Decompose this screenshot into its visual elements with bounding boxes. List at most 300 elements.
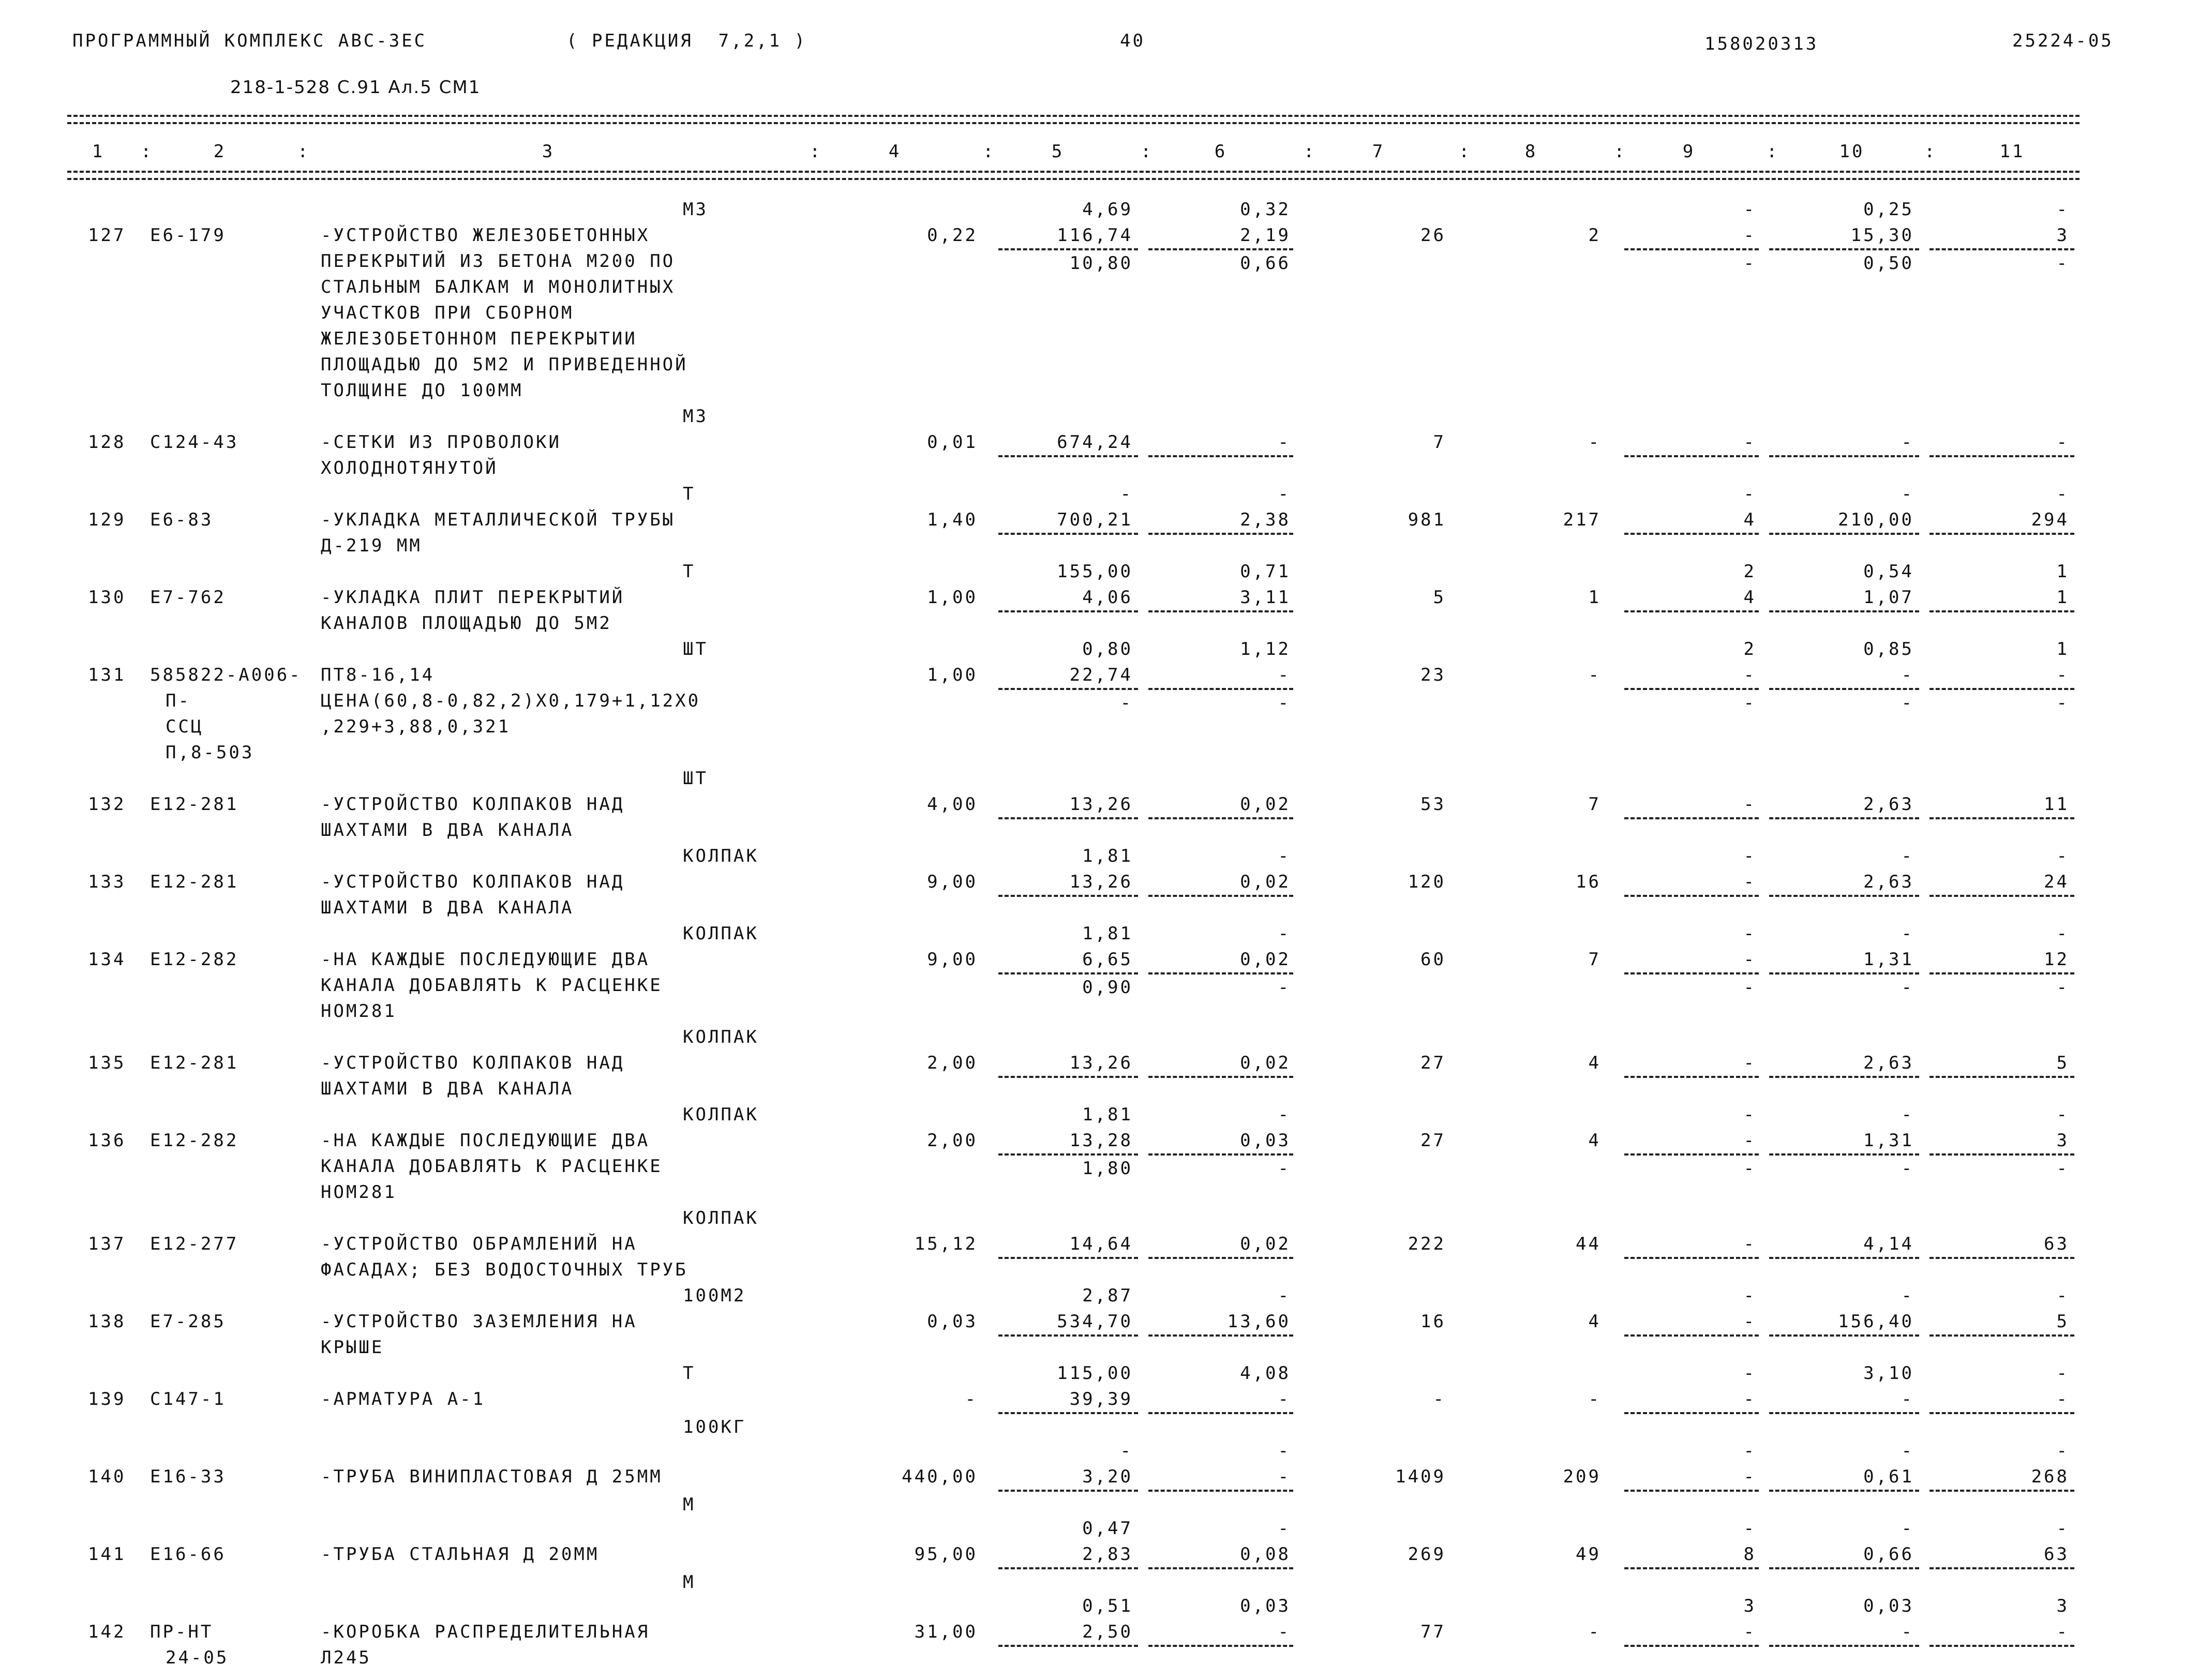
sub-value-c5: 1,80: [1082, 1158, 1133, 1179]
pre-value-c9: -: [1743, 1104, 1756, 1125]
row-number: 135: [88, 1053, 126, 1073]
dashed-separator-c9: [1624, 688, 1759, 690]
dashed-separator-c6: [1148, 1412, 1293, 1414]
value-c7: 77: [1420, 1622, 1446, 1642]
value-c10: 0,61: [1863, 1466, 1914, 1487]
dashed-separator-c10: [1769, 533, 1919, 535]
row-description-line: ПЕРЕКРЫТИЙ ИЗ БЕТОНА М200 ПО: [321, 251, 676, 272]
pre-value-c10: -: [1901, 1518, 1914, 1539]
row-description-line: -УСТРОЙСТВО ОБРАМЛЕНИЙ НА: [321, 1234, 637, 1254]
value-c11: 12: [2044, 949, 2069, 970]
sub-value-c9: -: [1743, 1158, 1756, 1179]
dashed-separator-c11: [1929, 1257, 2074, 1259]
dashed-separator-c11: [1929, 533, 2074, 535]
value-c10: -: [1901, 432, 1914, 453]
value-c10: -: [1901, 665, 1914, 685]
value-c8: 4: [1588, 1053, 1601, 1073]
value-c11: -: [2056, 665, 2069, 685]
row-description-line: ПЛОЩАДЬЮ ДО 5М2 И ПРИВЕДЕННОЙ: [321, 354, 688, 375]
unit-label: 100М2: [683, 1285, 746, 1306]
unit-label: КОЛПАК: [683, 1208, 759, 1228]
pre-value-c6: -: [1278, 1285, 1291, 1306]
row-description-line: -ТРУБА ВИНИПЛАСТОВАЯ Д 25ММ: [321, 1466, 663, 1487]
dashed-separator-c9: [1624, 1567, 1759, 1569]
value-c10: 210,00: [1838, 509, 1914, 530]
value-c4: 1,00: [927, 587, 978, 608]
unit-label: Т: [683, 484, 696, 504]
value-c7: 23: [1420, 665, 1446, 685]
sub-value-c10: 0,50: [1863, 253, 1914, 274]
row-description-line: НОМ281: [321, 1182, 397, 1203]
value-c5: 14,64: [1069, 1234, 1133, 1254]
row-number: 129: [88, 509, 126, 530]
pre-value-c10: -: [1901, 1441, 1914, 1461]
value-c6: 0,02: [1240, 1234, 1291, 1254]
unit-label: КОЛПАК: [683, 923, 759, 944]
dashed-separator-c5: [998, 817, 1138, 819]
pre-value-c9: 2: [1743, 639, 1756, 659]
dashed-separator-c10: [1769, 1567, 1919, 1569]
dashed-separator-c6: [1148, 455, 1293, 457]
row-description-line: -УСТРОЙСТВО КОЛПАКОВ НАД: [321, 872, 625, 892]
value-c7: 7: [1433, 432, 1446, 453]
column-header-9: 9: [1682, 141, 1696, 162]
value-c11: 5: [2056, 1311, 2069, 1332]
dashed-separator-c11: [1929, 1334, 2074, 1337]
header-rule-top-2: [67, 122, 2080, 124]
row-description-line: ПТ8-16,14: [321, 665, 435, 685]
dashed-separator-c11: [1929, 895, 2074, 897]
value-c6: -: [1278, 432, 1291, 453]
pre-value-c11: -: [2056, 1285, 2069, 1306]
row-number: 136: [88, 1130, 126, 1151]
dashed-separator-c10: [1769, 895, 1919, 897]
dashed-separator-c6: [1148, 248, 1293, 250]
row-description-line: ,229+3,88,0,321: [321, 716, 511, 737]
row-number: 138: [88, 1311, 126, 1332]
sub-value-c6: -: [1278, 1158, 1291, 1179]
dashed-separator-c5: [998, 1076, 1138, 1078]
row-number: 140: [88, 1466, 126, 1487]
row-description-line: ХОЛОДНОТЯНУТОЙ: [321, 458, 498, 478]
dashed-separator-c11: [1929, 455, 2074, 457]
dashed-separator-c9: [1624, 1645, 1759, 1647]
unit-label: КОЛПАК: [683, 846, 759, 866]
dashed-separator-c10: [1769, 455, 1919, 457]
value-c5: 3,20: [1082, 1466, 1133, 1487]
value-c5: 39,39: [1069, 1389, 1133, 1409]
value-c9: -: [1743, 1622, 1756, 1642]
value-c9: -: [1743, 1389, 1756, 1409]
dashed-separator-c5: [998, 895, 1138, 897]
value-c6: -: [1278, 665, 1291, 685]
value-c5: 674,24: [1057, 432, 1133, 453]
value-c7: -: [1433, 1389, 1446, 1409]
pre-value-c6: 1,12: [1240, 639, 1291, 659]
dashed-separator-c9: [1624, 533, 1759, 535]
dashed-separator-c10: [1769, 1412, 1919, 1414]
pre-value-c5: 4,69: [1082, 199, 1133, 220]
unit-label: ШТ: [683, 768, 708, 789]
dashed-separator-c9: [1624, 1334, 1759, 1337]
row-description-line: -АРМАТУРА А-1: [321, 1389, 486, 1409]
header-rule-bottom-2: [67, 178, 2080, 180]
dashed-separator-c11: [1929, 1645, 2074, 1647]
dashed-separator-c5: [998, 688, 1138, 690]
sub-value-c11: -: [2056, 253, 2069, 274]
row-number: 137: [88, 1234, 126, 1254]
dashed-separator-c11: [1929, 688, 2074, 690]
value-c6: 2,19: [1240, 225, 1291, 246]
column-header-8: 8: [1524, 141, 1538, 162]
value-c11: 268: [2031, 1466, 2069, 1487]
dashed-separator-c5: [998, 248, 1138, 250]
value-c4: 440,00: [902, 1466, 978, 1487]
dashed-separator-c6: [1148, 1334, 1293, 1337]
dashed-separator-c5: [998, 1567, 1138, 1569]
value-c9: 4: [1743, 509, 1756, 530]
row-description-line: Л245: [321, 1647, 371, 1668]
pre-value-c5: 115,00: [1057, 1363, 1133, 1384]
pre-value-c6: 0,32: [1240, 199, 1291, 220]
pre-value-c9: -: [1743, 1518, 1756, 1539]
header-rule-top: [67, 115, 2080, 117]
pre-value-c6: -: [1278, 1518, 1291, 1539]
pre-value-c11: -: [2056, 1104, 2069, 1125]
pre-value-c11: -: [2056, 484, 2069, 504]
value-c11: 5: [2056, 1053, 2069, 1073]
value-c6: -: [1278, 1466, 1291, 1487]
value-c5: 700,21: [1057, 509, 1133, 530]
dashed-separator-c5: [998, 1153, 1138, 1156]
dashed-separator-c11: [1929, 1153, 2074, 1156]
row-number: 131: [88, 665, 126, 685]
dashed-separator-c11: [1929, 248, 2074, 250]
row-code: Е16-33: [150, 1466, 226, 1487]
dashed-separator-c6: [1148, 1567, 1293, 1569]
row-description-line: КАНАЛА ДОБАВЛЯТЬ К РАСЦЕНКЕ: [321, 1156, 663, 1177]
dashed-separator-c10: [1769, 1645, 1919, 1647]
pre-value-c11: -: [2056, 1363, 2069, 1384]
value-c4: 0,01: [927, 432, 978, 453]
row-description-line: -УКЛАДКА МЕТАЛЛИЧЕСКОЙ ТРУБЫ: [321, 509, 676, 530]
row-description-line: ФАСАДАХ; БЕЗ ВОДОСТОЧНЫХ ТРУБ: [321, 1259, 688, 1280]
pre-value-c11: -: [2056, 1441, 2069, 1461]
value-c11: 24: [2044, 872, 2069, 892]
value-c8: 209: [1563, 1466, 1601, 1487]
document-subtitle: 218-1-528 С.91 Ал.5 СМ1: [230, 77, 481, 98]
row-description-line: КАНАЛОВ ПЛОЩАДЬЮ ДО 5М2: [321, 613, 612, 634]
row-code: Е7-762: [150, 587, 226, 608]
pre-value-c6: -: [1278, 484, 1291, 504]
dashed-separator-c6: [1148, 1153, 1293, 1156]
row-description-line: КРЫШЕ: [321, 1337, 384, 1358]
value-c5: 22,74: [1069, 665, 1133, 685]
value-c8: 16: [1576, 872, 1601, 892]
row-number: 141: [88, 1544, 126, 1565]
value-c6: 0,03: [1240, 1130, 1291, 1151]
row-code: Е7-285: [150, 1311, 226, 1332]
value-c11: 3: [2056, 225, 2069, 246]
row-code: ПР-НТ: [150, 1622, 214, 1642]
value-c11: -: [2056, 432, 2069, 453]
sub-value-c10: -: [1901, 1158, 1914, 1179]
dashed-separator-c11: [1929, 1567, 2074, 1569]
sub-value-c11: -: [2056, 1158, 2069, 1179]
dashed-separator-c11: [1929, 1490, 2074, 1492]
dashed-separator-c11: [1929, 817, 2074, 819]
pre-value-c9: -: [1743, 923, 1756, 944]
row-description-line: Д-219 ММ: [321, 535, 422, 556]
value-c9: -: [1743, 432, 1756, 453]
value-c8: 4: [1588, 1311, 1601, 1332]
sub-value-c11: -: [2056, 693, 2069, 713]
unit-label: КОЛПАК: [683, 1027, 759, 1047]
dashed-separator-c9: [1624, 1153, 1759, 1156]
value-c9: -: [1743, 949, 1756, 970]
value-c5: 2,50: [1082, 1622, 1133, 1642]
column-separator: :: [1614, 141, 1627, 162]
column-header-10: 10: [1839, 141, 1865, 162]
pre-value-c6: -: [1278, 923, 1291, 944]
unit-label: М: [683, 1494, 696, 1515]
dashed-separator-c9: [1624, 610, 1759, 612]
sub-value-c9: -: [1743, 253, 1756, 274]
unit-label: Т: [683, 1363, 696, 1384]
value-c4: 1,00: [927, 665, 978, 685]
value-c7: 26: [1420, 225, 1446, 246]
value-c6: 13,60: [1227, 1311, 1291, 1332]
row-description-line: ТОЛЩИНЕ ДО 100ММ: [321, 380, 523, 401]
sub-value-c6: 0,66: [1240, 253, 1291, 274]
dashed-separator-c5: [998, 610, 1138, 612]
dashed-separator-c9: [1624, 817, 1759, 819]
value-c9: -: [1743, 225, 1756, 246]
pre-value-c6: 0,71: [1240, 561, 1291, 582]
pre-value-c10: 0,85: [1863, 639, 1914, 659]
value-c8: -: [1588, 1389, 1601, 1409]
dashed-separator-c5: [998, 1490, 1138, 1492]
dashed-separator-c9: [1624, 1257, 1759, 1259]
row-number: 139: [88, 1389, 126, 1409]
column-separator: :: [1304, 141, 1317, 162]
value-c9: -: [1743, 1234, 1756, 1254]
row-description-line: -НА КАЖДЫЕ ПОСЛЕДУЮЩИЕ ДВА: [321, 949, 650, 970]
dashed-separator-c6: [1148, 817, 1293, 819]
value-c6: 0,02: [1240, 1053, 1291, 1073]
dashed-separator-c10: [1769, 972, 1919, 974]
dashed-separator-c9: [1624, 1412, 1759, 1414]
value-c7: 27: [1420, 1053, 1446, 1073]
row-code: Е12-281: [150, 1053, 239, 1073]
row-number: 128: [88, 432, 126, 453]
column-header-5: 5: [1051, 141, 1065, 162]
column-header-7: 7: [1372, 141, 1385, 162]
program-title: ПРОГРАММНЫЙ КОМПЛЕКС АВС-ЗЕС: [72, 31, 427, 51]
pre-value-c5: 1,81: [1082, 846, 1133, 866]
value-c10: 15,30: [1850, 225, 1914, 246]
unit-label: М3: [683, 406, 708, 427]
pre-value-c9: -: [1743, 199, 1756, 220]
value-c7: 120: [1408, 872, 1446, 892]
value-c11: 294: [2031, 509, 2069, 530]
unit-label: М: [683, 1572, 696, 1593]
row-code: Е12-281: [150, 872, 239, 892]
pre-value-c5: 2,87: [1082, 1285, 1133, 1306]
value-c5: 534,70: [1057, 1311, 1133, 1332]
unit-label: М3: [683, 199, 708, 220]
value-c4: 31,00: [914, 1622, 978, 1642]
value-c8: 2: [1588, 225, 1601, 246]
value-c6: 0,02: [1240, 949, 1291, 970]
row-code: Е6-179: [150, 225, 226, 246]
row-description-line: СТАЛЬНЫМ БАЛКАМ И МОНОЛИТНЫХ: [321, 277, 676, 297]
value-c9: -: [1743, 1130, 1756, 1151]
column-separator: :: [141, 141, 154, 162]
pre-value-c9: 3: [1743, 1596, 1756, 1616]
value-c7: 5: [1433, 587, 1446, 608]
value-c5: 6,65: [1082, 949, 1133, 970]
pre-value-c5: 1,81: [1082, 1104, 1133, 1125]
value-c7: 53: [1420, 794, 1446, 815]
pre-value-c6: -: [1278, 1441, 1291, 1461]
dashed-separator-c10: [1769, 817, 1919, 819]
value-c10: 2,63: [1863, 872, 1914, 892]
sub-value-c9: -: [1743, 977, 1756, 998]
dashed-separator-c10: [1769, 1334, 1919, 1337]
dashed-separator-c10: [1769, 1076, 1919, 1078]
value-c11: 1: [2056, 587, 2069, 608]
value-c7: 16: [1420, 1311, 1446, 1332]
value-c10: 156,40: [1838, 1311, 1914, 1332]
value-c10: -: [1901, 1622, 1914, 1642]
dashed-separator-c6: [1148, 1490, 1293, 1492]
column-separator: :: [810, 141, 822, 162]
value-c7: 27: [1420, 1130, 1446, 1151]
row-number: 134: [88, 949, 126, 970]
value-c11: -: [2056, 1389, 2069, 1409]
pre-value-c9: 2: [1743, 561, 1756, 582]
row-number: 133: [88, 872, 126, 892]
row-number: 142: [88, 1622, 126, 1642]
column-header-6: 6: [1214, 141, 1228, 162]
pre-value-c11: -: [2056, 1518, 2069, 1539]
value-c7: 60: [1420, 949, 1446, 970]
value-c9: -: [1743, 665, 1756, 685]
column-separator: :: [297, 141, 310, 162]
pre-value-c6: 4,08: [1240, 1363, 1291, 1384]
value-c11: 11: [2044, 794, 2069, 815]
value-c8: 4: [1588, 1130, 1601, 1151]
row-code: П,8-503: [166, 742, 255, 763]
page-number: 40: [1120, 31, 1145, 51]
value-c8: 7: [1588, 794, 1601, 815]
row-description-line: -НА КАЖДЫЕ ПОСЛЕДУЮЩИЕ ДВА: [321, 1130, 650, 1151]
row-code: С124-43: [150, 432, 239, 453]
column-header-3: 3: [542, 141, 555, 162]
value-c4: -: [965, 1389, 978, 1409]
unit-label: Т: [683, 561, 696, 582]
value-c4: 2,00: [927, 1053, 978, 1073]
dashed-separator-c9: [1624, 972, 1759, 974]
pre-value-c11: 1: [2056, 639, 2069, 659]
value-c8: 7: [1588, 949, 1601, 970]
pre-value-c5: 0,51: [1082, 1596, 1133, 1616]
value-c6: 0,08: [1240, 1544, 1291, 1565]
value-c4: 0,22: [927, 225, 978, 246]
row-code: С147-1: [150, 1389, 226, 1409]
document-code: 158020313: [1704, 34, 1819, 54]
row-description-line: -УКЛАДКА ПЛИТ ПЕРЕКРЫТИЙ: [321, 587, 625, 608]
pre-value-c6: -: [1278, 846, 1291, 866]
pre-value-c10: 0,54: [1863, 561, 1914, 582]
pre-value-c10: 3,10: [1863, 1363, 1914, 1384]
value-c7: 981: [1408, 509, 1446, 530]
value-c8: 44: [1576, 1234, 1601, 1254]
dashed-separator-c6: [1148, 895, 1293, 897]
pre-value-c10: -: [1901, 846, 1914, 866]
pre-value-c5: 0,47: [1082, 1518, 1133, 1539]
value-c9: -: [1743, 872, 1756, 892]
dashed-separator-c5: [998, 455, 1138, 457]
column-header-1: 1: [92, 141, 105, 162]
unit-label: 100КГ: [683, 1417, 746, 1437]
column-separator: :: [1767, 141, 1779, 162]
sub-value-c6: -: [1278, 693, 1291, 713]
row-code: 24-05: [166, 1647, 229, 1668]
pre-value-c5: -: [1120, 1441, 1133, 1461]
value-c5: 116,74: [1057, 225, 1133, 246]
dashed-separator-c6: [1148, 1257, 1293, 1259]
pre-value-c10: 0,03: [1863, 1596, 1914, 1616]
value-c9: -: [1743, 1466, 1756, 1487]
value-c10: 2,63: [1863, 794, 1914, 815]
row-code: ССЦ: [166, 716, 204, 737]
value-c5: 2,83: [1082, 1544, 1133, 1565]
column-separator: :: [1924, 141, 1937, 162]
value-c6: 2,38: [1240, 509, 1291, 530]
value-c5: 13,28: [1069, 1130, 1133, 1151]
value-c8: -: [1588, 665, 1601, 685]
value-c10: 4,14: [1863, 1234, 1914, 1254]
pre-value-c9: -: [1743, 1285, 1756, 1306]
pre-value-c11: 1: [2056, 561, 2069, 582]
dashed-separator-c9: [1624, 455, 1759, 457]
header-rule-bottom: [67, 171, 2080, 173]
value-c4: 15,12: [914, 1234, 978, 1254]
value-c6: -: [1278, 1389, 1291, 1409]
pre-value-c10: -: [1901, 1285, 1914, 1306]
document-number: 25224-05: [2012, 31, 2114, 51]
dashed-separator-c6: [1148, 610, 1293, 612]
row-code: Е12-282: [150, 949, 239, 970]
value-c4: 95,00: [914, 1544, 978, 1565]
column-separator: :: [1459, 141, 1472, 162]
sub-value-c5: -: [1120, 693, 1133, 713]
row-description-line: ЦЕНА(60,8-0,82,2)Х0,179+1,12Х0: [321, 691, 701, 711]
dashed-separator-c6: [1148, 688, 1293, 690]
edition-label: ( РЕДАКЦИЯ 7,2,1 ): [566, 31, 807, 51]
value-c5: 13,26: [1069, 1053, 1133, 1073]
value-c9: -: [1743, 1311, 1756, 1332]
sub-value-c11: -: [2056, 977, 2069, 998]
pre-value-c10: 0,25: [1863, 199, 1914, 220]
dashed-separator-c5: [998, 1257, 1138, 1259]
column-header-11: 11: [1999, 141, 2025, 162]
sub-value-c5: 0,90: [1082, 977, 1133, 998]
value-c4: 9,00: [927, 872, 978, 892]
pre-value-c9: -: [1743, 1441, 1756, 1461]
